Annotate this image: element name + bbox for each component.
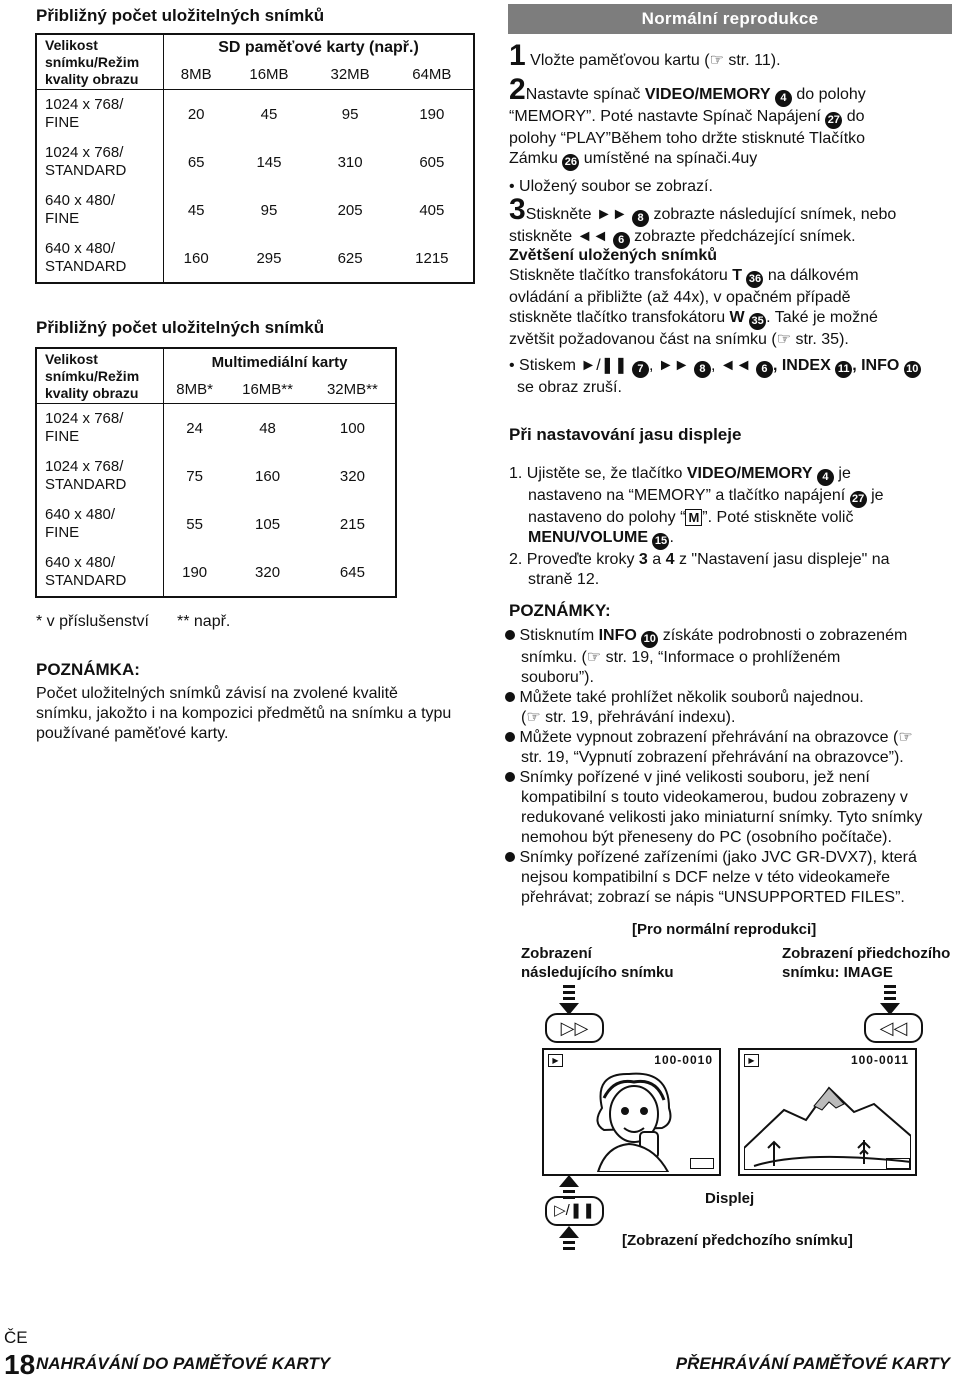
brightness-steps: 1. Ujistěte se, že tlačítko VIDEO/MEMORY 4 je nastaveno na “MEMORY” a tlačítko napájení 27 je nastaveno do polohy “ M ”. Poté stiskněte volič MENU/VOLUME 15 . 2. Proveďte kroky 3 a 4 z "Nastavení jasu displeje" na straně 12. [509, 465, 890, 588]
table2-row-header: Velikost snímku/Režim kvality obrazu [36, 348, 164, 404]
table2-col-header: 16MB** [242, 381, 293, 398]
step-1: 1 Vložte paměťovou kartu (☞ str. 11). [509, 39, 781, 72]
table1-title: Přibližný počet uložitelných snímků [36, 6, 325, 25]
language-code: ČE [4, 1328, 28, 1347]
battery-icon [886, 1158, 910, 1169]
marker-8-icon: 8 [632, 210, 649, 227]
table2-col-header: 8MB* [176, 381, 213, 398]
footnote-accessory: * v příslušenství [36, 613, 149, 630]
page-number: 18 [4, 1349, 36, 1380]
note-text: Počet uložitelných snímků závisí na zvolené kvalitě snímku, jakožto i na kompozici předmětů na snímku a typu používané paměťové karty. [36, 685, 452, 742]
list-item: Můžete vypnout zobrazení přehrávání na obrazovce (☞ [505, 728, 955, 748]
next-image-label: Zobrazení následujícího snímku [521, 945, 674, 981]
table2-group-header: Multimediální karty [211, 354, 348, 371]
marker-35-icon: 35 [749, 313, 766, 330]
previous-button[interactable]: ◁◁ [864, 1013, 923, 1043]
table-row: 640 x 480/ FINE 55 105 215 [36, 500, 396, 548]
marker-6-icon: 6 [613, 232, 630, 249]
diagram-caption: [Zobrazení předchozího snímku] [622, 1232, 853, 1249]
previous-image-label: Zobrazení přiedchozího snímku: IMAGE [782, 945, 951, 981]
section-banner: Normální reprodukce [508, 4, 952, 34]
table1-col-header: 16MB [249, 66, 289, 84]
display-label: Displej [705, 1190, 755, 1207]
table-row: 1024 x 768/ FINE 24 48 100 [36, 404, 396, 453]
marker-36-icon: 36 [746, 271, 763, 288]
table-row: 1024 x 768/ FINE 20 45 95 190 [36, 90, 474, 139]
notes-list: Stisknutím INFO 10 získáte podrobnosti o zobrazeném snímku. (☞ str. 19, “Informace o prohlíženém souboru”). Můžete také prohlížet několik souborů najednou. (☞ str. 19, přehrávání indexu). Můžete vypnout zobrazení přehrávání na obrazovce (☞ str. 19, “Vypnutí zobrazení přehrávání na obrazovce”). Snímky pořízené v jiné velikosti souboru, jež není kompatibilní s touto videokamerou, budou zobrazeny v redukované velikosti jako miniaturní snímky. Tyto snímky nemohou být přeneseny do PC (osobního počítače). Snímky pořízené zařízeními (jako JVC GR-DVX7), která nejsou kompatibilní s DCF nelze v této videokameře přehrávat; zobrazí se nápis “UNSUPPORTED FILES”. [505, 626, 955, 908]
arrow-down-icon [559, 985, 579, 1015]
sd-card-capacity-table [35, 33, 475, 284]
multimedia-card-capacity-table [35, 347, 397, 598]
arrow-up-icon [559, 1226, 579, 1250]
table1-row-header: Velikost snímku/Režim kvality obrazu [36, 34, 164, 90]
display-screen-previous [738, 1048, 917, 1176]
brightness-title: Při nastavování jasu displeje [509, 425, 742, 444]
file-counter: 100-0010 [654, 1053, 713, 1067]
list-item: Snímky pořízené v jiné velikosti souboru, jež není [505, 768, 955, 788]
portrait-illustration [584, 1068, 684, 1172]
table1-col-header: 8MB [180, 66, 212, 84]
table1-group-header: SD paměťové karty (např.) [218, 38, 419, 56]
table2-title: Přibližný počet uložitelných snímků [36, 318, 325, 337]
step-3: 3Stiskněte ►► 8 zobrazte následující snímek, nebo stiskněte ◄◄ 6 zobrazte předcházející snímek. [509, 196, 954, 249]
footer-left-title: NAHRÁVÁNÍ DO PAMĚŤOVÉ KARTY [36, 1354, 331, 1373]
marker-26-icon: 26 [562, 154, 579, 171]
list-item: Snímky pořízené zařízeními (jako JVC GR-DVX7), která [505, 848, 955, 868]
display-screen-next [542, 1048, 721, 1176]
list-item: Stisknutím INFO 10 získáte podrobnosti o zobrazeném [505, 626, 955, 648]
table-row: 1024 x 768/ STANDARD 65 145 310 605 [36, 138, 474, 186]
table-row: 640 x 480/ FINE 45 95 205 405 [36, 186, 474, 234]
file-counter: 100-0011 [850, 1053, 909, 1067]
zoom-section: Zvětšení uložených snímků Stiskněte tlačítko transfokátoru T 36 na dálkovém ovládání a přibližte (až 44x), v opačném případě stiskněte tlačítko transfokátoru W 35 . Také je možné zvětšit požadovanou část na snímku (☞ str. 35). • Stiskem ►/❚❚ 7 , ►► 8 , ◄◄ 6 , INDEX 11 , INFO 10 se obraz zruší. [509, 246, 954, 398]
table1-col-header: 32MB [330, 66, 370, 84]
notes-title: POZNÁMKY: [509, 601, 611, 620]
table2-col-header: 32MB** [326, 381, 378, 398]
play-icon: ▶ [548, 1054, 563, 1067]
play-pause-button[interactable]: ▷/❚❚ [545, 1196, 604, 1226]
table-row: 640 x 480/ STANDARD 160 295 625 1215 [36, 234, 474, 283]
diagram-title: [Pro normální reprodukci] [632, 921, 817, 938]
footer-right-title: PŘEHRÁVÁNÍ PAMĚŤOVÉ KARTY [675, 1354, 950, 1373]
play-icon: ▶ [744, 1054, 759, 1067]
list-item: Můžete také prohlížet několik souborů najednou. [505, 688, 955, 708]
table-row: 640 x 480/ STANDARD 190 320 645 [36, 548, 396, 597]
next-button[interactable]: ▷▷ [545, 1013, 604, 1043]
arrow-down-icon [880, 985, 900, 1015]
mountain-illustration [744, 1070, 911, 1170]
footnote-example: ** např. [177, 613, 231, 630]
marker-4-icon: 4 [775, 90, 792, 107]
step-2: 2Nastavte spínač VIDEO/MEMORY 4 do polohy “MEMORY”. Poté nastavte Spínač Napájení 27 do polohy “PLAY”Během toho držte stisknuté Tlačítko Zámku 26 umístěné na spínači.4uy • Uložený soubor se zobrazí. [509, 73, 866, 195]
marker-27-icon: 27 [825, 112, 842, 129]
note-title: POZNÁMKA: [36, 660, 140, 679]
table-row: 1024 x 768/ STANDARD 75 160 320 [36, 452, 396, 500]
battery-icon [690, 1158, 714, 1169]
table1-col-header: 64MB [412, 66, 452, 84]
